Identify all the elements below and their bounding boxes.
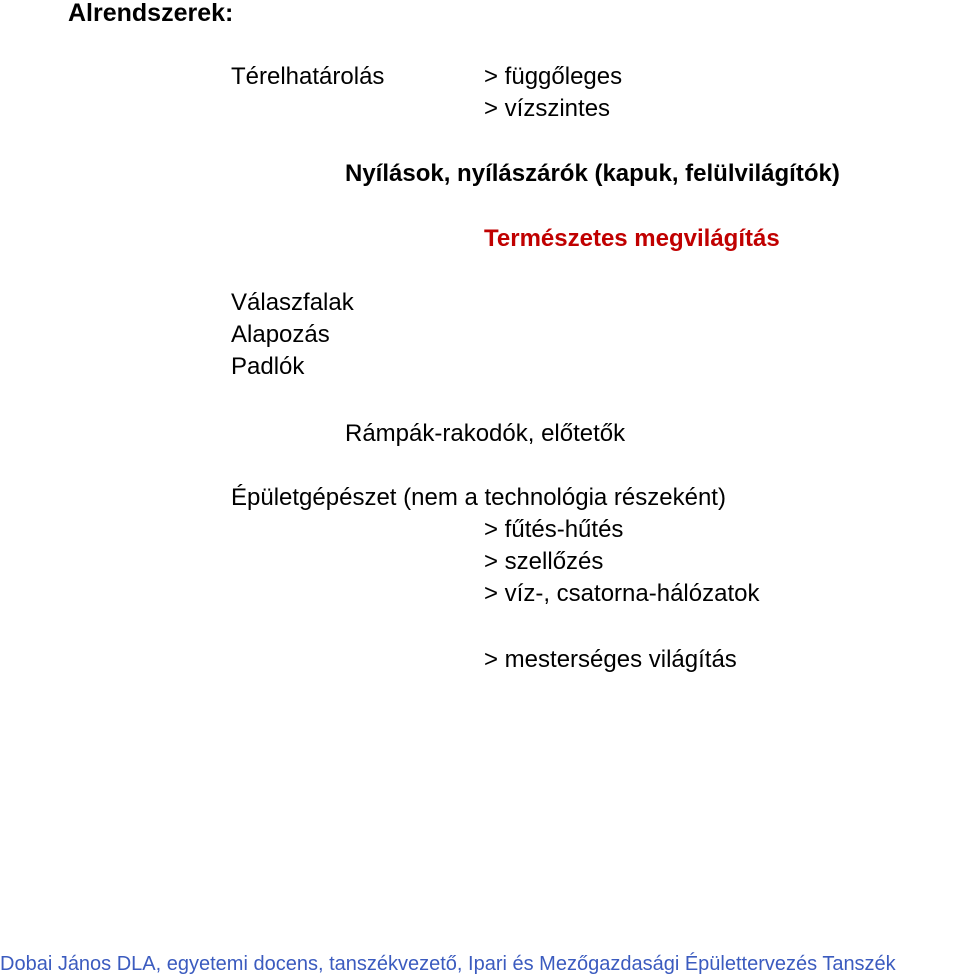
terelhatarolas-item-horizontal: > vízszintes bbox=[484, 95, 611, 122]
szerkezet-valaszfalak: Válaszfalak bbox=[231, 289, 354, 316]
footer-credit: Dobai János DLA, egyetemi docens, tanszékvezető, Ipari és Mezőgazdasági Épülettervezés Tanszék bbox=[0, 953, 896, 975]
epuletgepeszet-label: Épületgépészet (nem a technológia részeként) bbox=[231, 484, 726, 511]
terelhatarolas-item-vertical: > függőleges bbox=[484, 63, 623, 90]
epuletgepeszet-item-vilagitas: > mesterséges világítás bbox=[484, 646, 737, 673]
epuletgepeszet-item-szellozes: > szellőzés bbox=[484, 548, 604, 575]
rampak-label: Rámpák-rakodók, előtetők bbox=[345, 420, 626, 447]
epuletgepeszet-item-futes: > fűtés-hűtés bbox=[484, 516, 624, 543]
page-heading: Alrendszerek: bbox=[68, 0, 234, 27]
epuletgepeszet-item-viz: > víz-, csatorna-hálózatok bbox=[484, 580, 760, 607]
szerkezet-padlok: Padlók bbox=[231, 353, 305, 380]
nyilasok-heading: Nyílások, nyílászárók (kapuk, felülvilágítók) bbox=[345, 160, 840, 187]
szerkezet-alapozas: Alapozás bbox=[231, 321, 330, 348]
termeszetes-megvilagitas-heading: Természetes megvilágítás bbox=[484, 225, 780, 252]
terelhatarolas-label: Térelhatárolás bbox=[231, 63, 385, 90]
